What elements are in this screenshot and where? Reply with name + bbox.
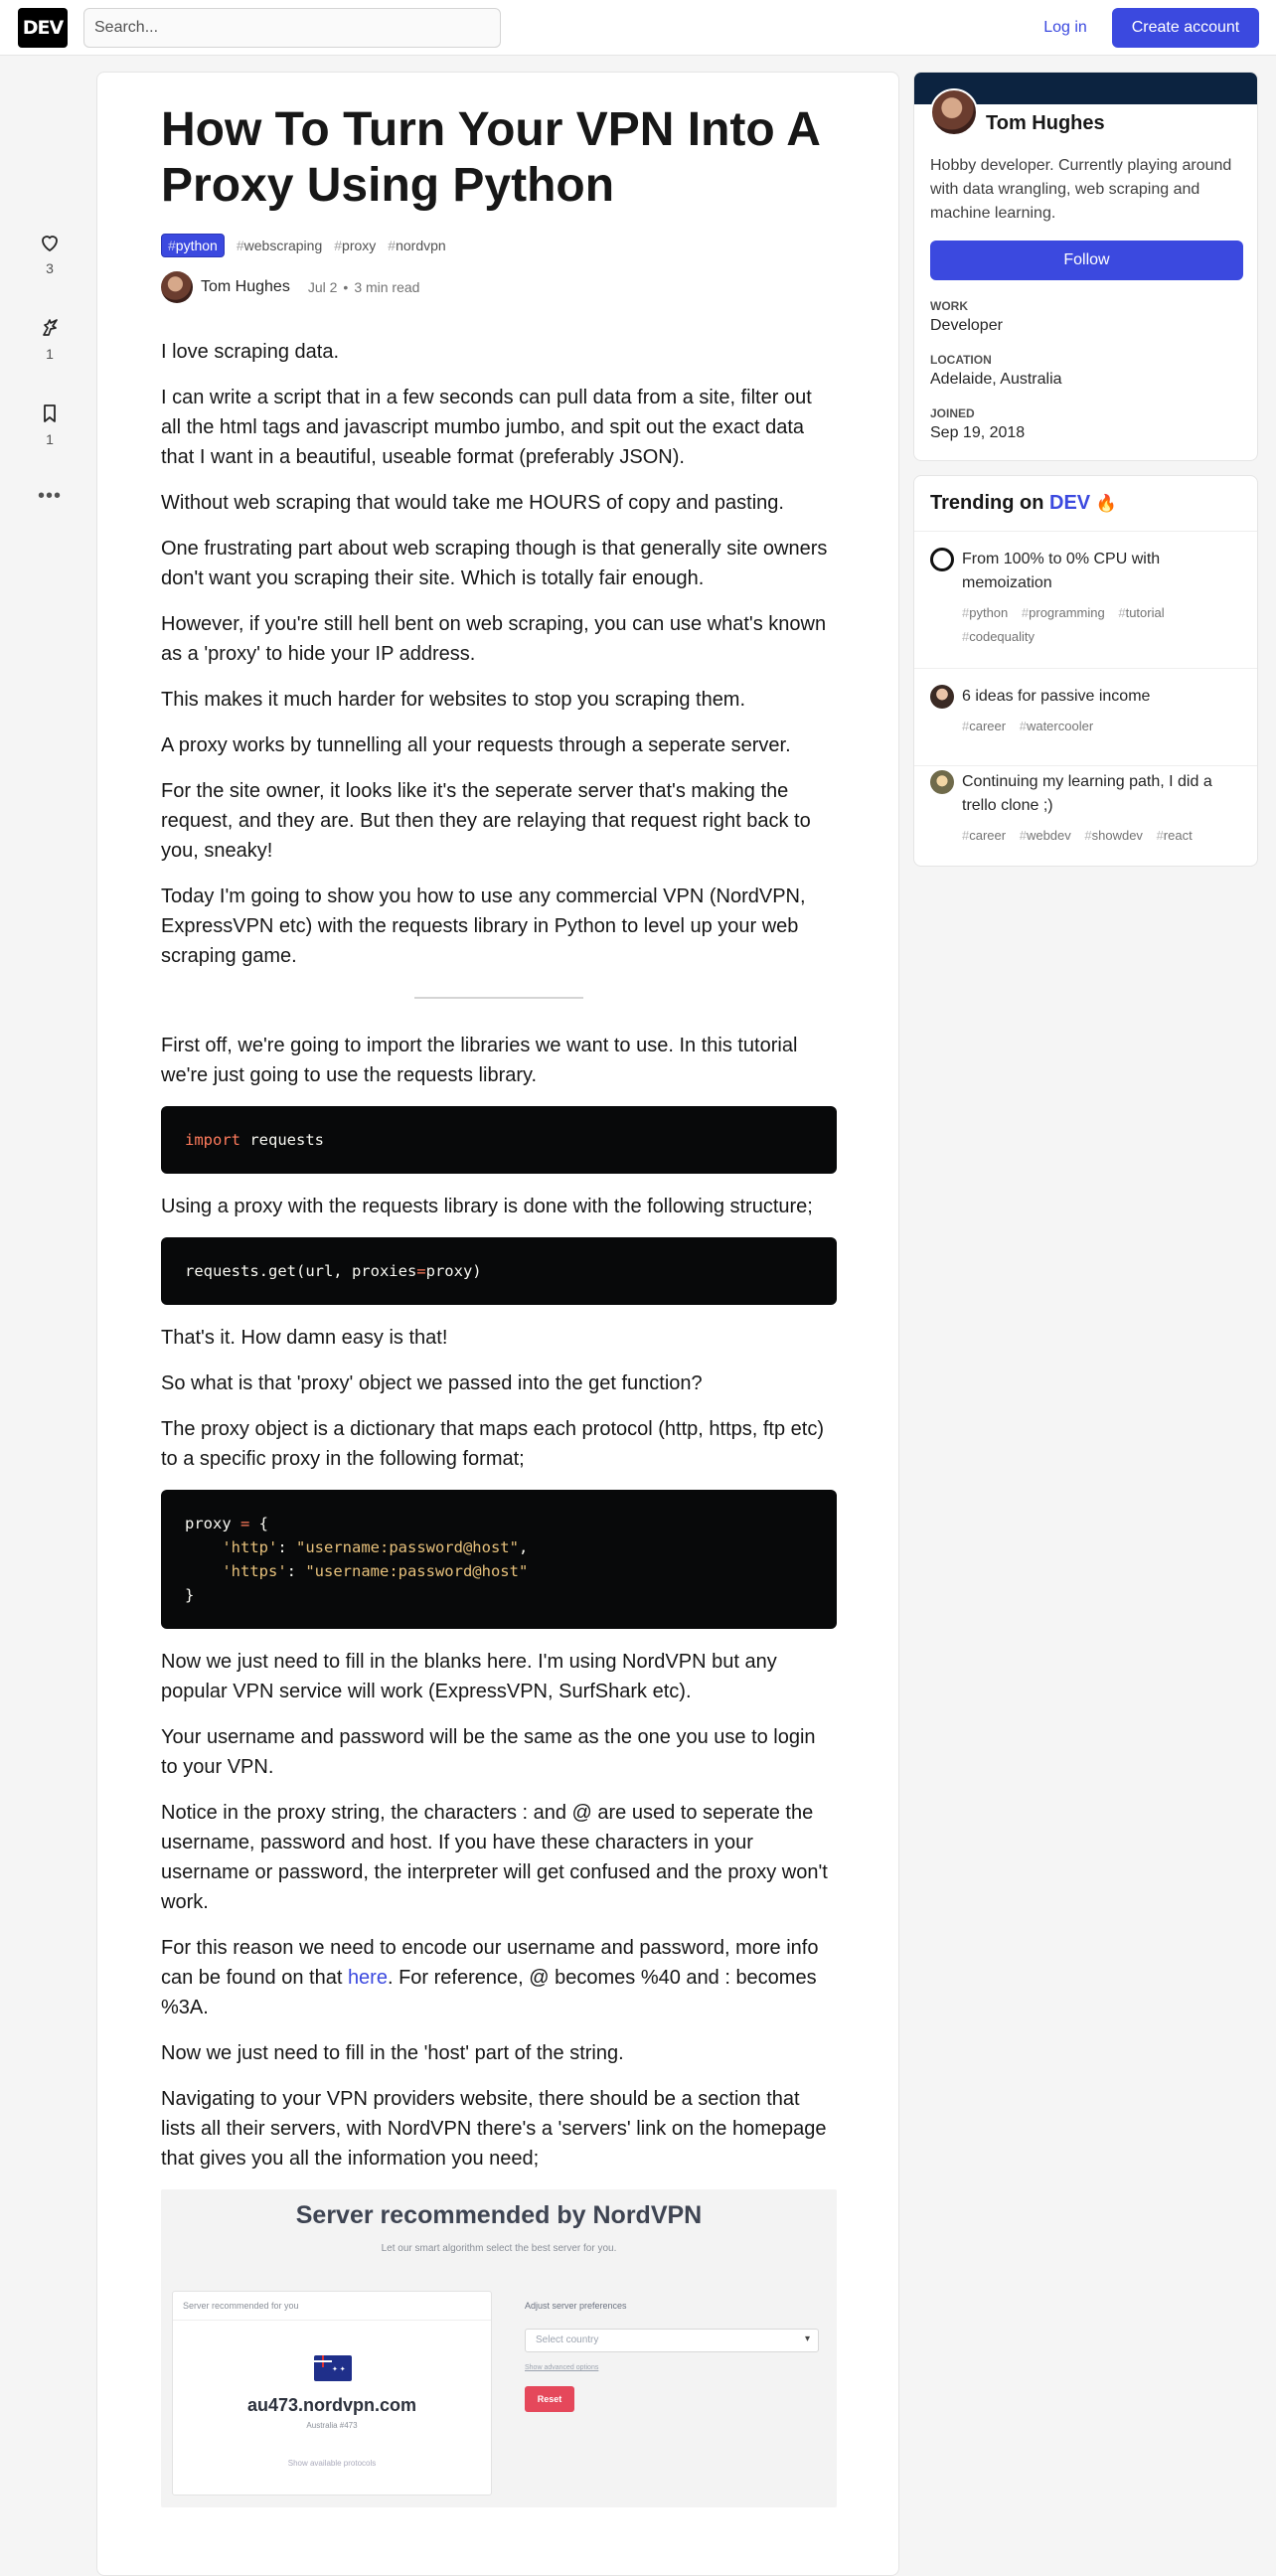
location-label: LOCATION — [930, 353, 992, 367]
trending-item-avatar — [930, 685, 954, 709]
paragraph: For the site owner, it looks like it's the seperate server that's making the request, and they are. But then they are relaying that request right back to you, sneaky! — [161, 780, 811, 862]
search-input[interactable] — [83, 8, 501, 48]
article-title: How To Turn Your VPN Into A Proxy Using Python — [161, 103, 820, 212]
fire-icon: 🔥 — [1095, 494, 1117, 513]
paragraph: Now we just need to fill in the blanks here. I'm using NordVPN but any popular VPN service will work (ExpressVPN, SurfShark etc). — [161, 1651, 777, 1702]
nordvpn-screenshot-image: Server recommended by NordVPN Let our smart algorithm select the best server for you. Server recommended for you ✦ ✦ au473.nordvpn.com Australia #473 Show available protocols Adjust server preferences Select country ▾ Show advanced options Reset — [161, 2189, 837, 2507]
work-label: WORK — [930, 299, 968, 313]
more-options-button[interactable] — [26, 485, 74, 508]
section-divider — [414, 997, 583, 999]
tag-react[interactable]: #react — [1156, 828, 1193, 843]
unicorn-count: 1 — [46, 346, 54, 362]
tag-python[interactable]: #python — [161, 234, 225, 257]
paragraph: This makes it much harder for websites to stop you scraping them. — [161, 689, 746, 711]
paragraph: So what is that 'proxy' object we passed into the get function? — [161, 1372, 703, 1394]
trending-item-avatar — [930, 548, 954, 571]
bookmark-icon — [38, 402, 62, 425]
paragraph: That's it. How damn easy is that! — [161, 1327, 448, 1349]
paragraph: One frustrating part about web scraping though is that generally site owners don't want you scraping their site. Which is totally fair enough. — [161, 538, 828, 589]
trending-heading: Trending on DEV 🔥 — [914, 476, 1257, 532]
paragraph: Notice in the proxy string, the characters : and @ are used to seperate the username, password and host. If you have these characters in your username or password, the interpreter will get confused and the proxy won't work. — [161, 1802, 828, 1913]
article-card — [96, 72, 899, 2576]
trending-item[interactable]: 6 ideas for passive income #career #watercooler — [914, 685, 1257, 766]
create-account-button[interactable]: Create account — [1112, 8, 1259, 48]
joined-value: Sep 19, 2018 — [930, 424, 1026, 441]
like-reaction-button[interactable] — [26, 231, 74, 276]
tag-career[interactable]: #career — [962, 828, 1007, 843]
paragraph: Navigating to your VPN providers website, there should be a section that lists all their servers, with NordVPN there's a 'servers' link on the homepage that gives you all the information you need; — [161, 2088, 827, 2170]
location-value: Adelaide, Australia — [930, 371, 1062, 388]
dev-logo[interactable]: DEV — [18, 8, 68, 48]
paragraph: Using a proxy with the requests library is done with the following structure; — [161, 1196, 813, 1217]
login-button[interactable]: Log in — [1043, 19, 1087, 36]
tag-career[interactable]: #career — [962, 719, 1007, 733]
profile-bio: Hobby developer. Currently playing around with data wrangling, web scraping and machine learning. — [930, 157, 1232, 222]
code-block-import: import requests — [161, 1106, 837, 1174]
follow-button[interactable]: Follow — [930, 241, 1243, 280]
profile-name[interactable]: Tom Hughes — [986, 112, 1105, 134]
paragraph: The proxy object is a dictionary that maps each protocol (http, https, ftp etc) to a specific proxy in the following format; — [161, 1418, 824, 1470]
paragraph: For this reason we need to encode our username and password, more info can be found on that here. For reference, @ becomes %40 and : becomes %3A. — [161, 1937, 819, 2018]
paragraph: Now we just need to fill in the 'host' part of the string. — [161, 2042, 624, 2064]
article-body — [161, 337, 837, 2507]
like-count: 3 — [46, 260, 54, 276]
paragraph: However, if you're still hell bent on web scraping, you can use what's known as a 'proxy' to hide your IP address. — [161, 613, 827, 665]
heart-icon — [38, 231, 62, 254]
tag-codequality[interactable]: #codequality — [962, 629, 1036, 644]
paragraph: Today I'm going to show you how to use any commercial VPN (NordVPN, ExpressVPN etc) with the requests library in Python to level up your web scraping game. — [161, 886, 806, 967]
tag-python[interactable]: #python — [962, 605, 1009, 620]
paragraph: A proxy works by tunnelling all your requests through a seperate server. — [161, 734, 791, 756]
unicorn-reaction-button[interactable] — [26, 316, 74, 362]
work-value: Developer — [930, 317, 1003, 334]
trending-panel — [913, 475, 1258, 867]
here-link[interactable]: here — [347, 1967, 388, 1989]
trending-item-avatar — [930, 770, 954, 794]
article-meta — [161, 271, 837, 303]
australia-flag-icon — [314, 2355, 352, 2381]
author-profile-card — [913, 72, 1258, 461]
trending-item[interactable]: Continuing my learning path, I did a trello clone ;) #career #webdev #showdev #react — [914, 770, 1257, 856]
bookmark-reaction-button[interactable] — [26, 402, 74, 447]
tag-nordvpn[interactable]: #nordvpn — [388, 238, 446, 253]
author-name[interactable]: Tom Hughes — [201, 278, 290, 295]
article-tags — [161, 234, 837, 257]
trending-item[interactable]: From 100% to 0% CPU with memoization #python #programming #tutorial #codequality — [914, 548, 1257, 669]
paragraph: Your username and password will be the same as the one you use to login to your VPN. — [161, 1726, 816, 1778]
tag-showdev[interactable]: #showdev — [1084, 828, 1143, 843]
more-icon: ••• — [37, 485, 62, 507]
paragraph: First off, we're going to import the libraries we want to use. In this tutorial we're just going to use the requests library. — [161, 1035, 798, 1086]
code-block-request: requests.get(url, proxies=proxy) — [161, 1237, 837, 1305]
paragraph: I can write a script that in a few seconds can pull data from a site, filter out all the html tags and javascript mumbo jumbo, and spit out the exact data that I want in a beautiful, useable format (preferably JSON). — [161, 387, 812, 468]
profile-avatar[interactable] — [930, 88, 978, 136]
paragraph: I love scraping data. — [161, 341, 339, 363]
meta-separator: • — [343, 279, 349, 295]
top-navbar — [0, 0, 1276, 56]
tag-webscraping[interactable]: #webscraping — [236, 238, 323, 253]
joined-label: JOINED — [930, 406, 975, 420]
code-block-proxy-dict: proxy = { 'http': "username:password@host", 'https': "username:password@host" } — [161, 1490, 837, 1629]
read-time: 3 min read — [354, 279, 420, 295]
publish-date: Jul 2 — [307, 279, 338, 295]
unicorn-icon — [38, 316, 62, 340]
tag-programming[interactable]: #programming — [1021, 605, 1105, 620]
author-avatar[interactable] — [161, 271, 193, 303]
tag-tutorial[interactable]: #tutorial — [1118, 605, 1165, 620]
tag-watercooler[interactable]: #watercooler — [1019, 719, 1094, 733]
tag-proxy[interactable]: #proxy — [334, 238, 377, 253]
bookmark-count: 1 — [46, 431, 54, 447]
tag-webdev[interactable]: #webdev — [1019, 828, 1071, 843]
paragraph: Without web scraping that would take me HOURS of copy and pasting. — [161, 492, 784, 514]
